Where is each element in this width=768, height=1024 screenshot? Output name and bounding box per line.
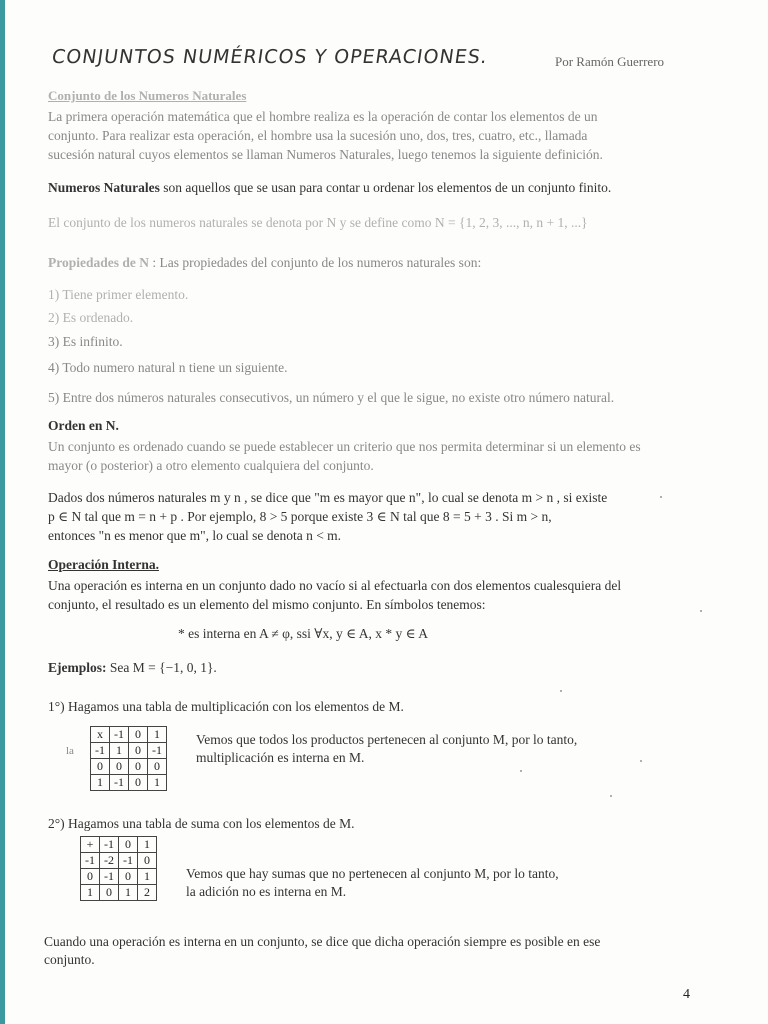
add-row xyxy=(81,853,157,869)
definition-term: Numeros Naturales xyxy=(48,180,160,195)
add-cell: 1 xyxy=(138,837,157,853)
add-cell: 0 xyxy=(81,869,100,885)
add-cell: 0 xyxy=(119,837,138,853)
add-cell: -1 xyxy=(119,853,138,869)
scan-speck xyxy=(610,795,612,797)
mul-cell: 1 xyxy=(148,775,167,791)
mul-cell: 0 xyxy=(129,759,148,775)
ejemplos-set: Sea M = {−1, 0, 1}. xyxy=(106,660,217,675)
mul-cell: -1 xyxy=(110,775,129,791)
scan-speck xyxy=(640,760,642,762)
page-edge xyxy=(0,0,5,1024)
add-cell: 2 xyxy=(138,885,157,901)
add-cell: -1 xyxy=(100,837,119,853)
mul-cell: 1 xyxy=(110,743,129,759)
ejemplos-line xyxy=(48,658,217,677)
add-cell: 1 xyxy=(81,885,100,901)
example-1-left-label: la xyxy=(66,745,74,757)
scan-speck xyxy=(700,610,702,612)
example-1-title: 1°) Hagamos una tabla de multiplicación con los elementos de M. xyxy=(48,699,404,714)
ejemplos-label: Ejemplos: xyxy=(48,660,107,675)
mul-cell: -1 xyxy=(148,743,167,759)
add-cell: 1 xyxy=(119,885,138,901)
scan-speck xyxy=(560,690,562,692)
intro-line-3: sucesión natural cuyos elementos se llaman Numeros Naturales, luego tenemos la siguiente definición. xyxy=(48,147,603,162)
mul-cell: 0 xyxy=(129,743,148,759)
add-row xyxy=(81,869,157,885)
mul-row xyxy=(91,743,167,759)
example-2-note-line-2: la adición no es interna en M. xyxy=(186,884,347,899)
add-cell: 0 xyxy=(138,853,157,869)
page-number: 4 xyxy=(683,987,690,1002)
orden-heading: Orden en N. xyxy=(48,418,119,433)
interna-line-1: Una operación es interna en un conjunto dado no vacío si al efectuarla con dos elementos cualesquiera del xyxy=(48,578,622,593)
property-item: 3) Es infinito. xyxy=(48,334,123,349)
mul-row xyxy=(91,775,167,791)
mul-cell: 0 xyxy=(110,759,129,775)
orden-p2-line-1: Dados dos números naturales m y n , se dice que "m es mayor que n", lo cual se denota m > n , si existe xyxy=(48,490,608,505)
intro-line-2: conjunto. Para realizar esta operación, el hombre usa la sucesión uno, dos, tres, cuatro, etc., llamada xyxy=(48,128,588,143)
orden-line-1: Un conjunto es ordenado cuando se puede establecer un criterio que nos permita determinar si un elemento es xyxy=(48,439,641,454)
definition-text: son aquellos que se usan para contar u ordenar los elementos de un conjunto finito. xyxy=(163,180,612,195)
properties-heading: Propiedades de N xyxy=(48,255,150,270)
orden-p2-line-3: entonces "n es menor que m", lo cual se denota n < m. xyxy=(48,528,342,543)
mul-cell: 0 xyxy=(129,775,148,791)
mul-cell: 0 xyxy=(148,759,167,775)
mul-row xyxy=(91,727,167,743)
mul-cell: 1 xyxy=(148,727,167,743)
properties-line xyxy=(48,253,481,272)
add-row xyxy=(81,837,157,853)
scan-speck xyxy=(660,496,662,498)
example-1-note-line-1: Vemos que todos los productos pertenecen al conjunto M, por lo tanto, xyxy=(196,732,578,747)
section-heading-naturales: Conjunto de los Numeros Naturales xyxy=(48,88,247,103)
property-item: 4) Todo numero natural n tiene un siguiente. xyxy=(48,360,288,375)
interna-line-2: conjunto, el resultado es un elemento del mismo conjunto. En símbolos tenemos: xyxy=(48,597,486,612)
properties-intro: : Las propiedades del conjunto de los numeros naturales son: xyxy=(152,255,482,270)
property-item: 1) Tiene primer elemento. xyxy=(48,287,189,302)
intro-line-1: La primera operación matemática que el hombre realiza es la operación de contar los elementos de un xyxy=(48,109,598,124)
page-title: CONJUNTOS NUMÉRICOS Y OPERACIONES. xyxy=(50,46,490,68)
add-cell: + xyxy=(81,837,100,853)
add-cell: -1 xyxy=(81,853,100,869)
mul-cell: -1 xyxy=(91,743,110,759)
closing-line-2: conjunto. xyxy=(44,952,95,967)
property-item: 5) Entre dos números naturales consecutivos, un número y el que le sigue, no existe otro número natural. xyxy=(48,390,615,405)
example-2-title: 2°) Hagamos una tabla de suma con los elementos de M. xyxy=(48,816,355,831)
mul-cell: 1 xyxy=(91,775,110,791)
example-2-note-line-1: Vemos que hay sumas que no pertenecen al conjunto M, por lo tanto, xyxy=(186,866,559,881)
addition-table xyxy=(80,836,157,901)
add-cell: -1 xyxy=(100,869,119,885)
add-cell: 0 xyxy=(100,885,119,901)
property-item: 2) Es ordenado. xyxy=(48,310,134,325)
example-1-note-line-2: multiplicación es interna en M. xyxy=(196,750,365,765)
interna-heading: Operación Interna. xyxy=(48,557,159,572)
notation-line: El conjunto de los numeros naturales se denota por N y se define como N = {1, 2, 3, ..., n, n + 1, ...} xyxy=(48,215,588,230)
mul-row xyxy=(91,759,167,775)
mul-cell: x xyxy=(91,727,110,743)
scan-speck xyxy=(520,770,522,772)
add-row xyxy=(81,885,157,901)
orden-line-2: mayor (o posterior) a otro elemento cualquiera del conjunto. xyxy=(48,458,374,473)
definition xyxy=(48,178,611,197)
author-credit: Por Ramón Guerrero xyxy=(555,54,665,69)
mul-cell: 0 xyxy=(129,727,148,743)
interna-formula: * es interna en A ≠ φ, ssi ∀x, y ∈ A, x * y ∈ A xyxy=(178,626,428,641)
add-cell: -2 xyxy=(100,853,119,869)
add-cell: 0 xyxy=(119,869,138,885)
closing-line-1: Cuando una operación es interna en un conjunto, se dice que dicha operación siempre es posible en ese xyxy=(44,934,601,949)
mul-cell: 0 xyxy=(91,759,110,775)
orden-p2-line-2: p ∈ N tal que m = n + p . Por ejemplo, 8 > 5 porque existe 3 ∈ N tal que 8 = 5 + 3 . Si m > n, xyxy=(48,509,552,524)
add-cell: 1 xyxy=(138,869,157,885)
multiplication-table xyxy=(90,726,167,791)
mul-cell: -1 xyxy=(110,727,129,743)
